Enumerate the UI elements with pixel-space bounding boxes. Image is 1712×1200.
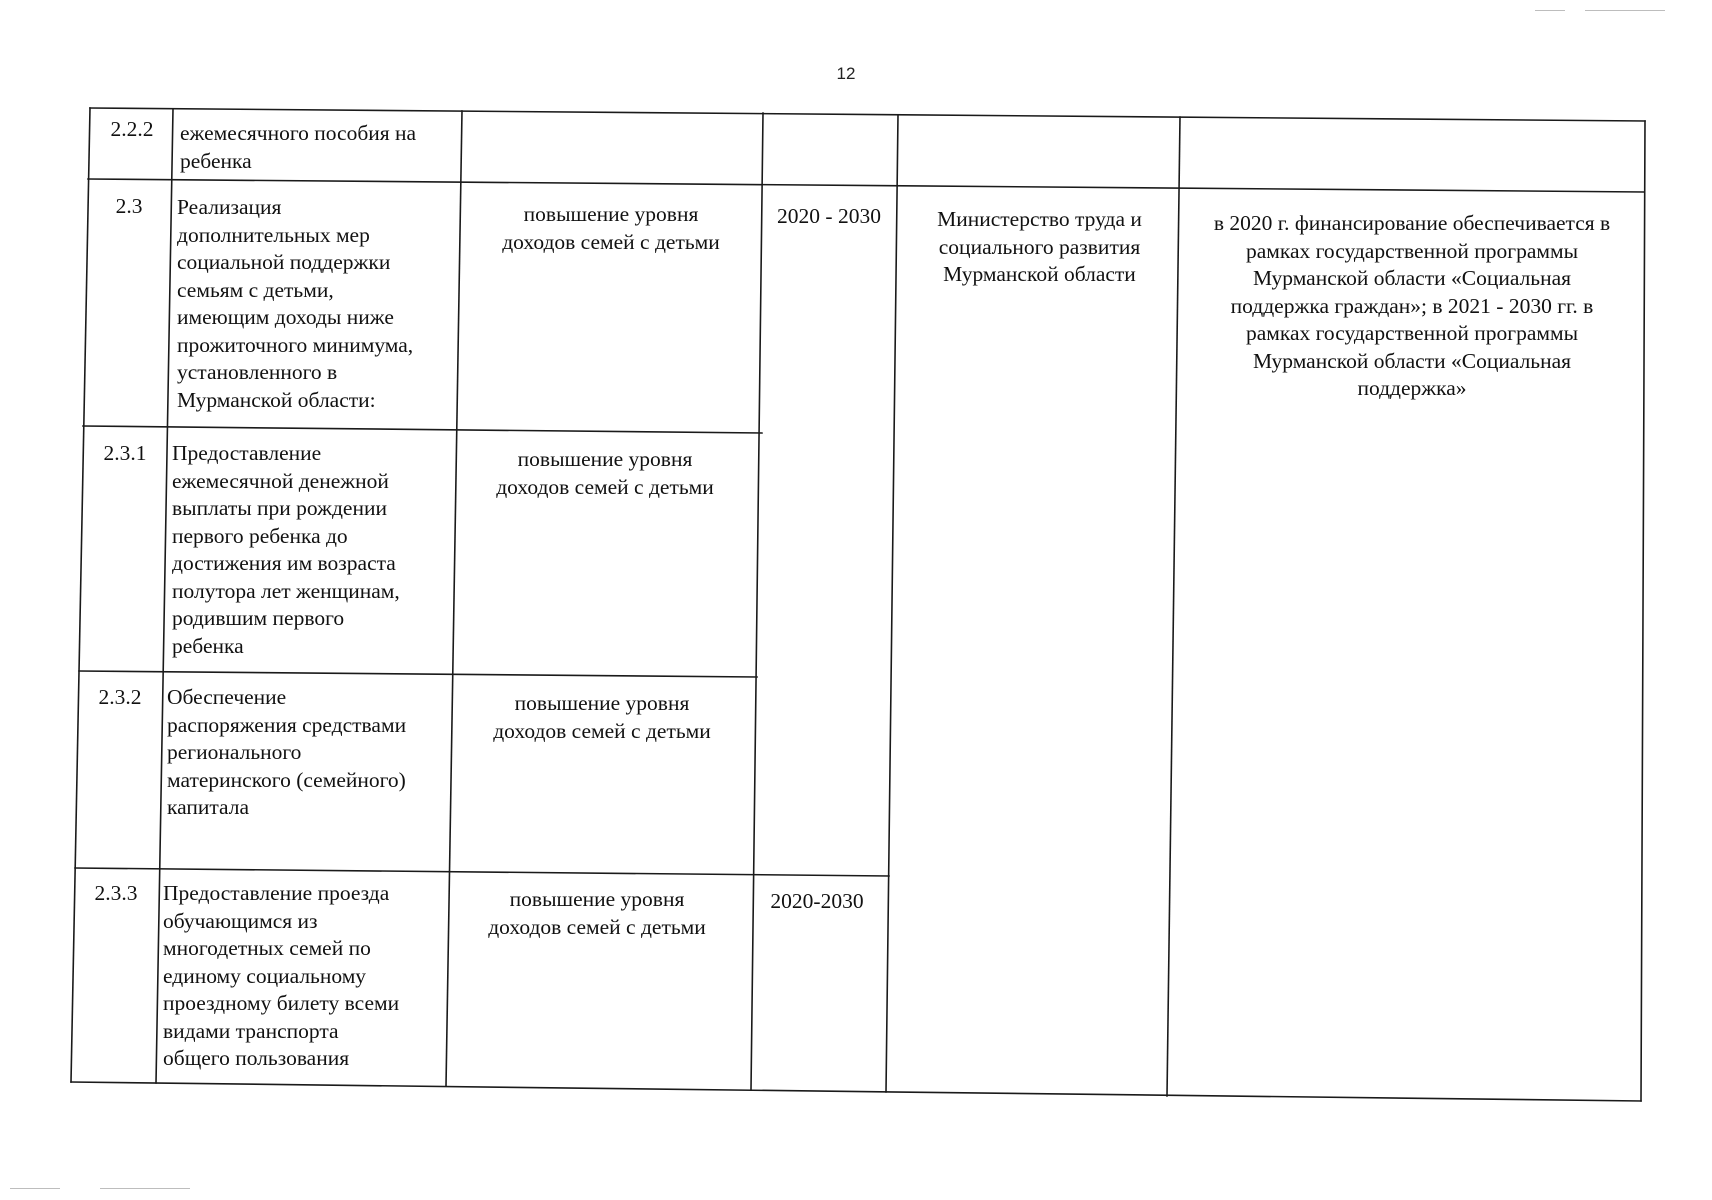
row-number: 2.3.2 <box>98 685 142 709</box>
measure-title: Предоставление проезда обучающимся из многодетных семей по единому социальному проездному билету всеми видами транспорта общего пользования <box>163 881 400 1070</box>
expected-result: повышение уровня доходов семей с детьми <box>502 202 720 254</box>
expected-result: повышение уровня доходов семей с детьми <box>488 887 706 939</box>
responsible-executor: Министерство труда и социального развития Мурманской области <box>937 207 1142 286</box>
scan-artifact <box>10 1188 60 1189</box>
expected-result: повышение уровня доходов семей с детьми <box>496 447 714 499</box>
measure-title: ежемесячного пособия на ребенка <box>180 121 417 173</box>
measure-title: Обеспечение распоряжения средствами регионального материнского (семейного) капитала <box>167 685 407 819</box>
scan-artifact <box>1585 10 1665 11</box>
expected-result: повышение уровня доходов семей с детьми <box>493 691 711 743</box>
measure-title: Реализация дополнительных мер социальной поддержки семьям с детьми, имеющим доходы ниже прожиточного минимума, установленного в Мурманской области: <box>177 195 414 412</box>
row-number: 2.3 <box>115 194 143 218</box>
scan-artifact <box>1535 10 1565 11</box>
implementation-period: 2020 - 2030 <box>777 204 881 228</box>
funding-source: в 2020 г. финансирование обеспечивается в рамках государственной программы Мурманской области «Социальная поддержка граждан»; в 2021 - 2030 гг. в рамках государственной программы Мурманской области «Социальная поддержка» <box>1213 211 1611 400</box>
row-number: 2.3.3 <box>94 881 138 905</box>
measure-title: Предоставление ежемесячной денежной выплаты при рождении первого ребенка до достижения им возраста полутора лет женщинам, родившим первого ребенка <box>172 441 400 658</box>
scan-artifact <box>100 1188 190 1189</box>
row-number: 2.2.2 <box>110 117 154 141</box>
implementation-period: 2020-2030 <box>770 889 864 913</box>
page-number: 12 <box>836 64 856 83</box>
row-number: 2.3.1 <box>103 441 147 465</box>
